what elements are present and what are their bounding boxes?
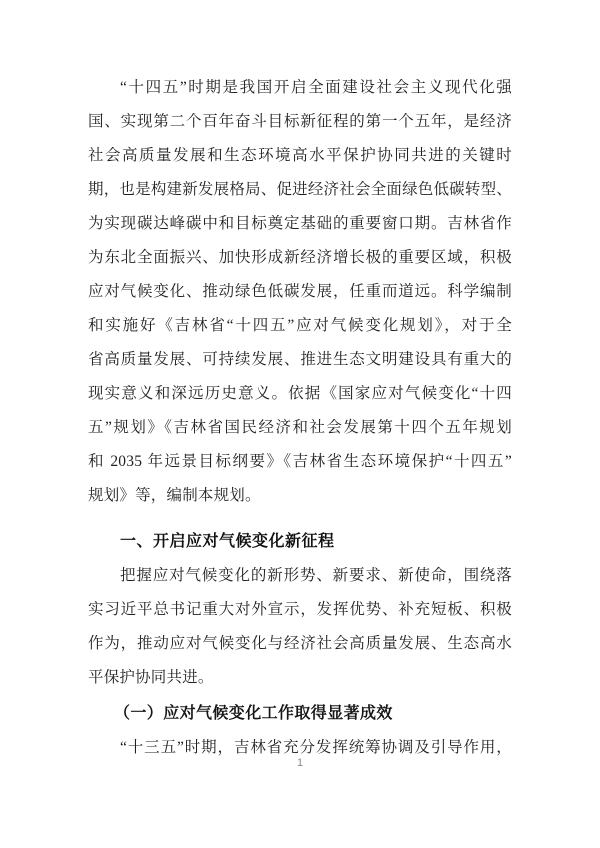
paragraph-line: 平保护协同共进。 — [88, 669, 214, 686]
paragraph-line: 期，也是构建新发展格局、促进经济社会全面绿色低碳转型、 — [88, 181, 512, 198]
page-number: 1 — [296, 757, 304, 769]
paragraph-line: 现实意义和深远历史意义。依据《国家应对气候变化“十四 — [88, 385, 512, 402]
paragraph-line: 社会高质量发展和生态环境高水平保护协同共进的关键时 — [88, 147, 512, 164]
paragraph-line: 规划》等，编制本规划。 — [88, 487, 261, 504]
paragraph-line: “十四五”时期是我国开启全面建设社会主义现代化强 — [120, 79, 512, 96]
paragraph-line: 国、实现第二个百年奋斗目标新征程的第一个五年，是经济 — [88, 113, 512, 130]
subsection-heading: （一）应对气候变化工作取得显著成效 — [114, 705, 393, 722]
paragraph-line: 把握应对气候变化的新形势、新要求、新使命，围绕落 — [120, 567, 512, 584]
paragraph-line: 作为，推动应对气候变化与经济社会高质量发展、生态高水 — [88, 635, 512, 652]
paragraph-line: 省高质量发展、可持续发展、推进生态文明建设具有重大的 — [88, 351, 512, 368]
paragraph-line: “十三五”时期，吉林省充分发挥统筹协调及引导作用， — [120, 739, 512, 756]
paragraph-line: 和实施好《吉林省“十四五”应对气候变化规划》，对于全 — [88, 317, 512, 334]
paragraph-line: 为东北全面振兴、加快形成新经济增长极的重要区域，积极 — [88, 249, 512, 266]
paragraph-line: 为实现碳达峰碳中和目标奠定基础的重要窗口期。吉林省作 — [88, 215, 512, 232]
paragraph-line: 和 2035 年远景目标纲要》《吉林省生态环境保护“十四五” — [88, 453, 512, 470]
document-body — [88, 71, 512, 765]
paragraph-line: 五”规划》《吉林省国民经济和社会发展第十四个五年规划 — [88, 419, 512, 436]
section-heading: 一、开启应对气候变化新征程 — [120, 533, 335, 550]
paragraph-line: 应对气候变化、推动绿色低碳发展，任重而道远。科学编制 — [88, 283, 512, 300]
paragraph-line: 实习近平总书记重大对外宣示，发挥优势、补充短板、积极 — [88, 601, 512, 618]
